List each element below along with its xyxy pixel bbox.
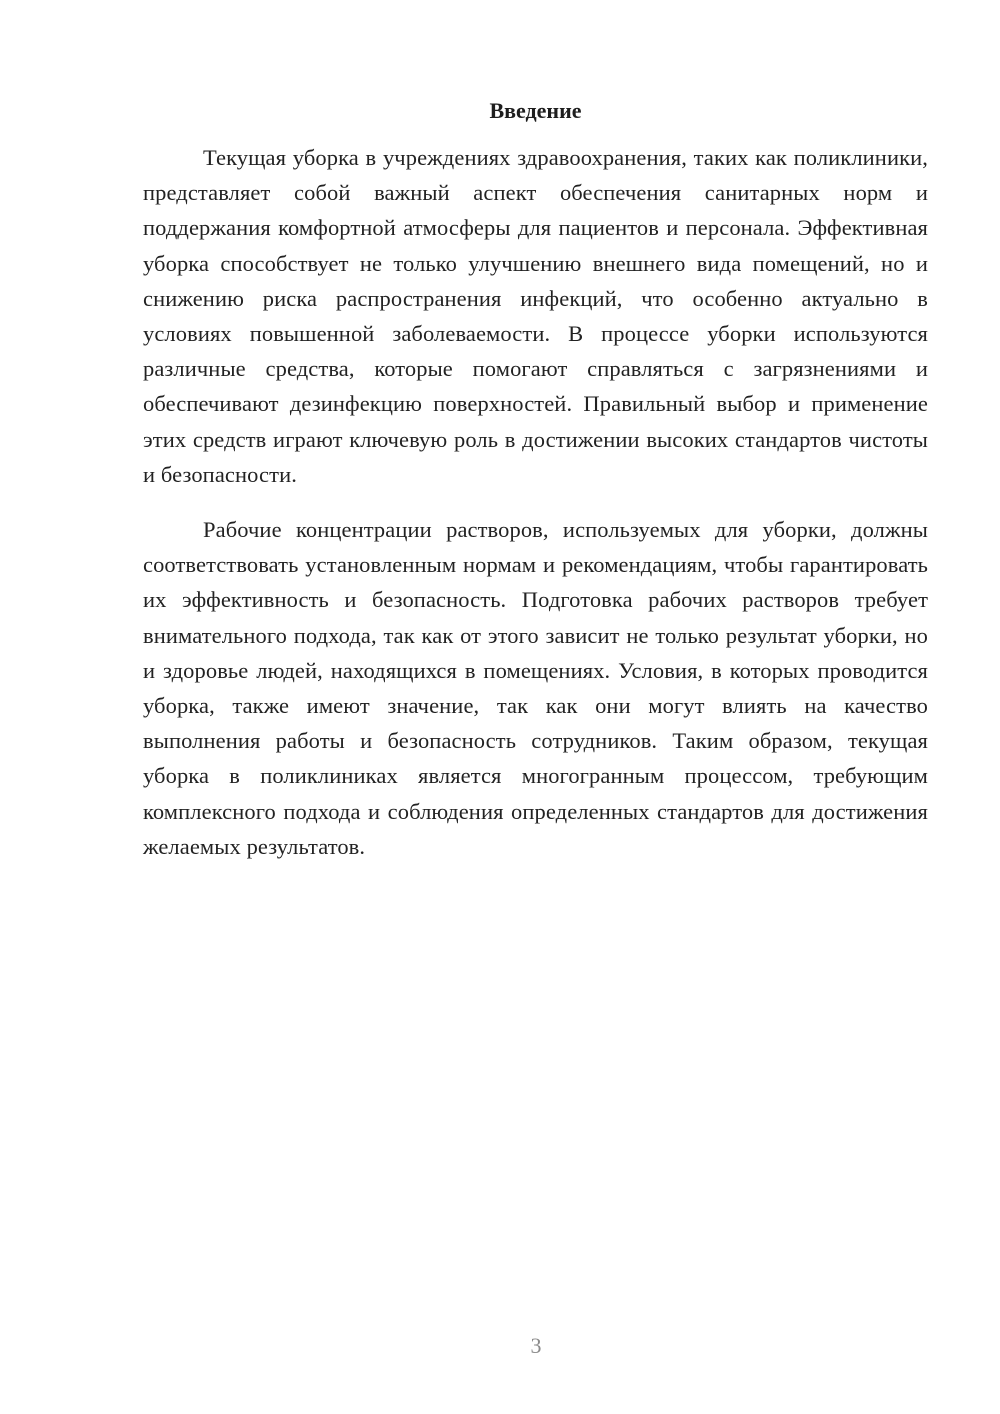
paragraph-2: Рабочие концентрации растворов, используемых для уборки, должны соответствовать установленным нормам и рекомендациям, чтобы гарантировать их эффективность и безопасность. Подготовка рабочих растворов требует внимательного подхода, так как от этого зависит не только результат уборки, но и здоровье людей, находящихся в помещениях. Условия, в которых проводится уборка, также имеют значение, так как они могут влиять на качество выполнения работы и безопасность сотрудников. Таким образом, текущая уборка в поликлиниках является многогранным процессом, требующим комплексного подхода и соблюдения определенных стандартов для достижения желаемых результатов. (143, 517, 928, 859)
section-title: Введение (489, 98, 582, 123)
page-number: 3 (530, 1333, 542, 1358)
paragraph-1: Текущая уборка в учреждениях здравоохранения, таких как поликлиники, представляет собой важный аспект обеспечения санитарных норм и поддержания комфортной атмосферы для пациентов и персонала. Эффективная уборка способствует не только улучшению внешнего вида помещений, но и снижению риска распространения инфекций, что особенно актуально в условиях повышенной заболеваемости. В процессе уборки используются различные средства, которые помогают справляться с загрязнениями и обеспечивают дезинфекцию поверхностей. Правильный выбор и применение этих средств играют ключевую роль в достижении высоких стандартов чистоты и безопасности. (143, 145, 928, 487)
page-content (143, 96, 928, 864)
